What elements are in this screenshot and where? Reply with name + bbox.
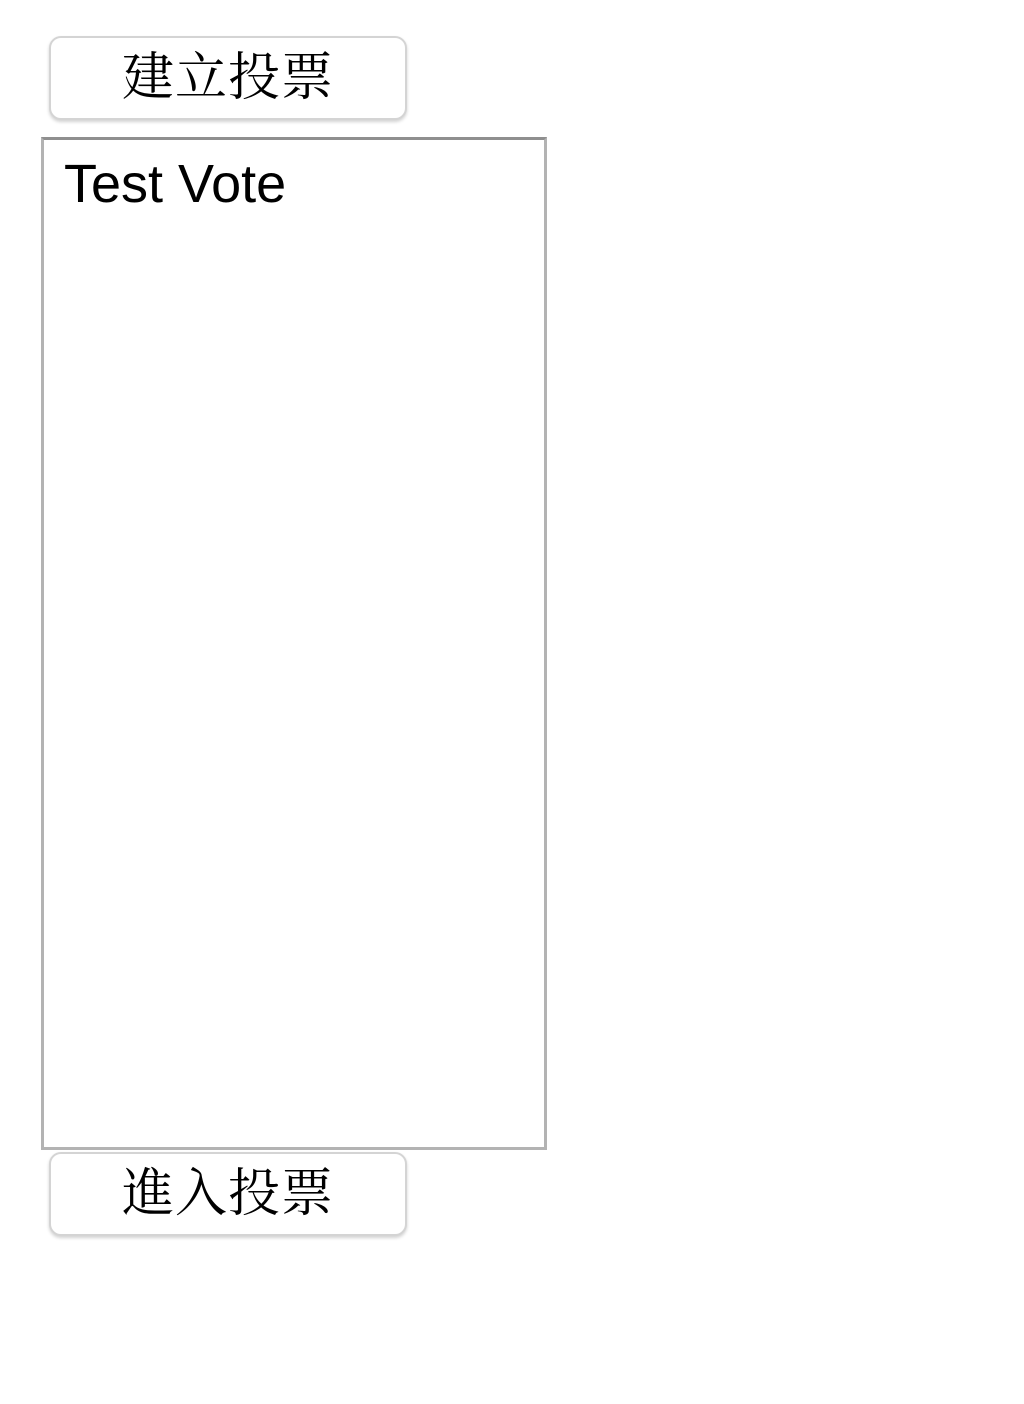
create-vote-button[interactable]: 建立投票: [49, 36, 407, 120]
list-item[interactable]: Test Vote: [64, 154, 287, 214]
vote-list[interactable]: [41, 137, 547, 1150]
enter-vote-button[interactable]: 進入投票: [49, 1152, 407, 1236]
